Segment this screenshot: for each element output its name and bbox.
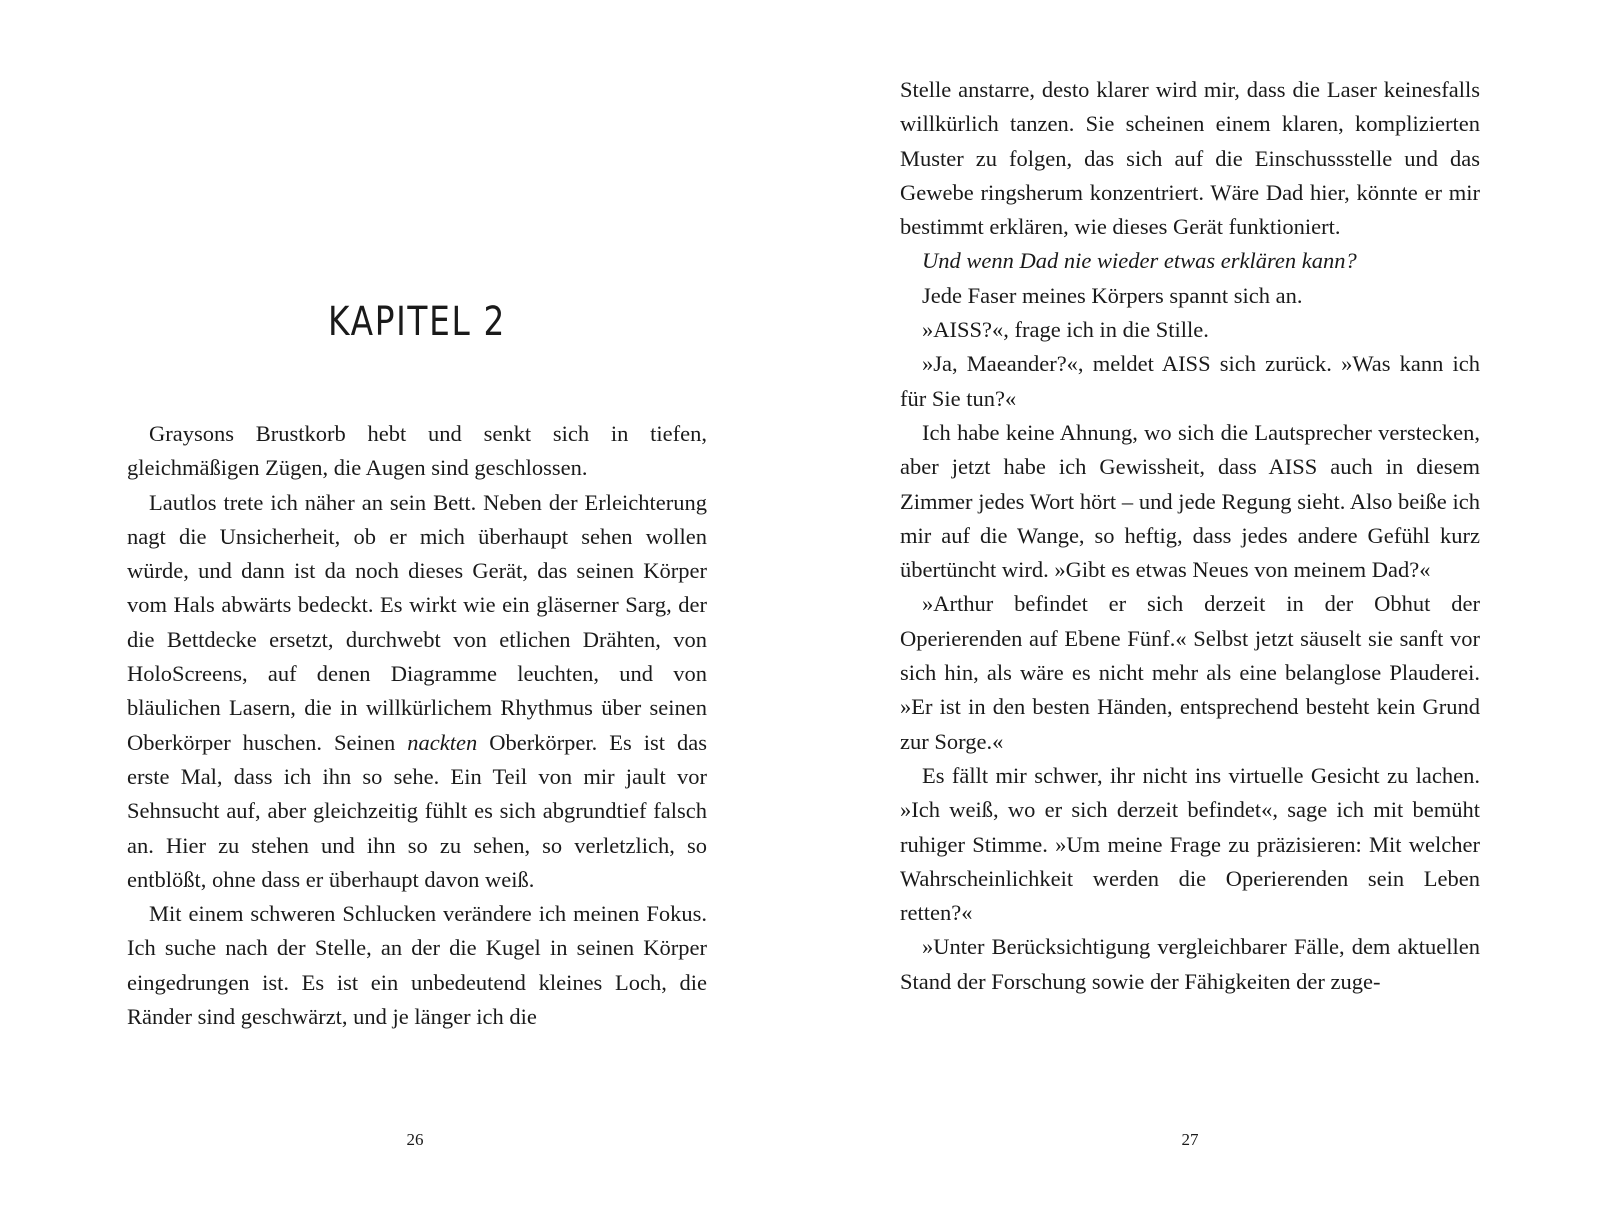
paragraph [127,486,707,898]
text-run: »Arthur befindet er sich derzeit in der Obhut der Operierenden auf Ebene Fünf.« Selbst jetzt säuselt sie sanft vor sich hin, als wäre es nicht mehr als eine belanglose Plauderei. »Er ist in den besten Händen, entsprechend besteht kein Grund zur Sorge.« [900,591,1480,754]
paragraph [900,73,1480,244]
text-run: Jede Faser meines Körpers spannt sich an. [922,282,1303,308]
paragraph [900,244,1480,278]
paragraph [900,587,1480,758]
paragraph [900,279,1480,313]
text-run: Stelle anstarre, desto klarer wird mir, dass die Laser keinesfalls willkürlich tanzen. Sie scheinen einem klaren, komplizierten Muster zu folgen, das sich auf die Einschussstelle und das Gewebe ringsherum konzentriert. Wäre Dad hier, könnte er mir bestimmt erklären, wie dieses Gerät funktioniert. [900,77,1480,240]
left-page-text [127,417,707,1034]
text-run: »Ja, Maeander?«, meldet AISS sich zurück. »Was kann ich für Sie tun?« [900,351,1480,411]
paragraph [127,897,707,1034]
text-run: »Unter Berücksichtigung vergleichbarer Fälle, dem aktuellen Stand der Forschung sowie der Fähigkeiten der zuge- [900,934,1480,994]
paragraph [900,759,1480,930]
paragraph [900,347,1480,416]
italic-text-run: Und wenn Dad nie wieder etwas erklären kann? [922,248,1357,274]
text-run: Es fällt mir schwer, ihr nicht ins virtuelle Gesicht zu lachen. »Ich weiß, wo er sich derzeit befindet«, sage ich mit bemüht ruhiger Stimme. »Um meine Frage zu präzisieren: Mit welcher Wahrscheinlichkeit werden die Operierenden sein Leben retten?« [900,762,1480,926]
italic-text-run: nackten [407,729,478,755]
text-run: Mit einem schweren Schlucken verändere ich meinen Fokus. Ich suche nach der Stelle, an der die Kugel in seinen Körper eingedrungen ist. Es ist ein unbedeutend kleines Loch, die Ränder sind geschwärzt, und je länger ich die [127,901,707,1030]
text-run: Ich habe keine Ahnung, wo sich die Lautsprecher verstecken, aber jetzt habe ich Gewissheit, dass AISS auch in diesem Zimmer jedes Wort hört – und jede Regung sieht. Also beiße ich mir auf die Wange, so heftig, dass jedes andere Gefühl kurz übertüncht wird. »Gibt es etwas Neues von meinem Dad?« [900,419,1480,583]
text-run: Oberkörper. Es ist das erste Mal, dass ich ihn so sehe. Ein Teil von mir jault vor Sehnsucht auf, aber gleichzeitig fühlt es sich abgrundtief falsch an. Hier zu stehen und ihn so zu sehen, so verletzlich, so entblößt, ohne dass er überhaupt davon weiß. [127,729,707,892]
text-run: Graysons Brustkorb hebt und senkt sich in tiefen, gleichmäßigen Zügen, die Augen sind geschlossen. [127,421,707,481]
paragraph [900,313,1480,347]
right-page-text [900,73,1480,999]
page-number: 26 [406,1130,424,1149]
chapter-title: KAPITEL 2 [328,299,506,345]
text-run: Lautlos trete ich näher an sein Bett. Neben der Erleichterung nagt die Unsicherheit, ob er mich überhaupt sehen wollen würde, und dann ist da noch dieses Gerät, das seinen Körper vom Hals abwärts bedeckt. Es wirkt wie ein gläserner Sarg, der die Bettdecke ersetzt, durchwebt von etlichen Drähten, von HoloScreens, auf denen Diagramme leuchten, und von bläulichen Lasern, die in willkürlichem Rhythmus über seinen Oberkörper huschen. Seinen [127,489,707,755]
text-run: »AISS?«, frage ich in die Stille. [922,317,1209,343]
page-number: 27 [1181,1130,1199,1149]
paragraph [900,416,1480,587]
paragraph [900,930,1480,999]
paragraph [127,417,707,486]
right-page [800,0,1600,1229]
